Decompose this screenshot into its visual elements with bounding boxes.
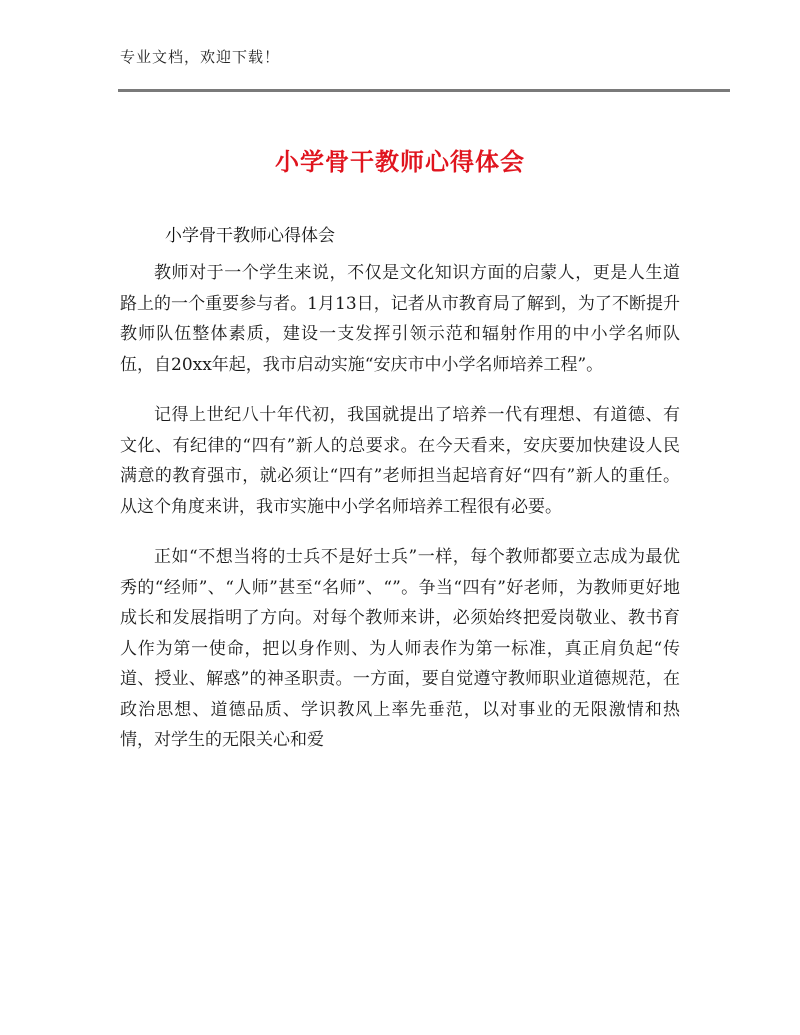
header-note: 专业文档，欢迎下载！ [120,48,281,66]
document-title: 小学骨干教师心得体会 [275,148,525,176]
paragraph: 正如“不想当将的士兵不是好士兵”一样，每个教师都要立志成为最优秀的“经师”、“人师”甚至“名师”、“”。争当“四有”好老师，为教师更好地成长和发展指明了方向。对每个教师来讲，必须始终把爱岗敬业、教书育人作为第一使命，把以身作则、为人师表作为第一标准，真正肩负起“传道、授业、解惑”的神圣职责。一方面，要自觉遵守教师职业道德规范，在政治思想、道德品质、学识教风上率先垂范，以对事业的无限激情和热情，对学生的无限关心和爱 [120,547,680,750]
document-subtitle: 小学骨干教师心得体会 [165,226,335,246]
paragraph: 教师对于一个学生来说，不仅是文化知识方面的启蒙人，更是人生道路上的一个重要参与者。1月13日，记者从市教育局了解到，为了不断提升教师队伍整体素质，建设一支发挥引领示范和辐射作用的中小学名师队伍，自20xx年起，我市启动实施“安庆市中小学名师培养工程”。 [120,263,680,375]
paragraph: 记得上世纪八十年代初，我国就提出了培养一代有理想、有道德、有文化、有纪律的“四有”新人的总要求。在今天看来，安庆要加快建设人民满意的教育强市，就必须让“四有”老师担当起培育好“四有”新人的重任。从这个角度来讲，我市实施中小学名师培养工程很有必要。 [120,405,680,517]
header-divider [118,89,730,92]
document-body [120,258,680,776]
